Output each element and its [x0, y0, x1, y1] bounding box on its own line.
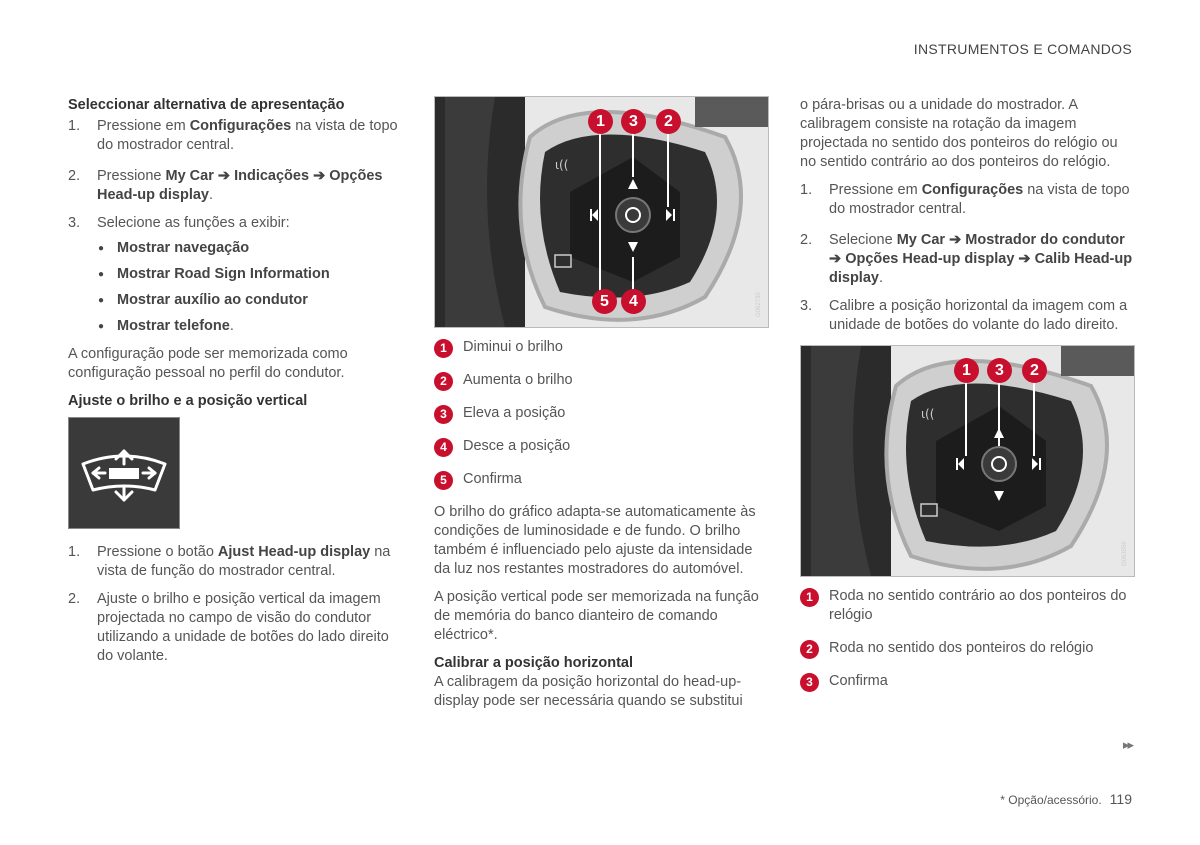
bullet-list	[97, 239, 398, 336]
legend-item	[800, 587, 1135, 625]
arrow-icon: ➔	[1014, 251, 1035, 267]
paragraph: O brilho do gráfico adapta-se automaticamente às condições de luminosidade e de fundo. O brilho também é influenciado pelo ajuste da intensidade da luz nos restantes mostradores do automóvel.	[434, 504, 756, 577]
callout-badge: 2	[434, 372, 453, 391]
step-text: .	[229, 318, 234, 334]
menu-path: Indicações	[234, 168, 310, 184]
list-item	[97, 317, 398, 336]
step-text: .	[878, 270, 883, 286]
heading-brightness: Ajuste o brilho e a posição vertical	[68, 393, 308, 409]
step-text: na vista de topo do mostrador central.	[829, 182, 1130, 217]
steering-wheel-calibration-figure	[800, 345, 1135, 577]
list-item	[97, 265, 398, 284]
list-item	[68, 167, 398, 205]
menu-path: Opções Head-up display	[845, 251, 1015, 267]
list-item	[800, 231, 1135, 288]
callout-marker: 1	[954, 358, 979, 383]
section-title: INSTRUMENTOS E COMANDOS	[913, 41, 1132, 57]
step-text: na vista de função do mostrador central.	[97, 544, 391, 579]
head-up-display-adjust-icon	[68, 417, 180, 529]
arrow-icon: ➔	[945, 232, 966, 248]
menu-path: Configurações	[921, 182, 1024, 198]
step-text: Pressione o botão	[97, 544, 218, 560]
svg-text:ι((: ι((	[921, 407, 935, 421]
callout-marker: 2	[1022, 358, 1047, 383]
option-label: Mostrar telefone	[117, 318, 230, 334]
menu-path: Mostrador do condutor	[965, 232, 1125, 248]
menu-path: Calib Head-up display	[829, 251, 1133, 286]
legend-text: Diminui o brilho	[463, 339, 563, 355]
legend-item	[800, 672, 1135, 691]
legend-item	[434, 371, 769, 390]
callout-marker: 2	[656, 109, 681, 134]
figure-code: G062730	[756, 292, 762, 317]
arrow-icon: ➔	[213, 168, 235, 184]
page-footer	[1000, 790, 1132, 810]
legend-item	[800, 639, 1135, 658]
paragraph: A calibragem da posição horizontal do head-up-display pode ser necessária quando se substitui	[434, 674, 743, 709]
legend-text: Confirma	[829, 673, 888, 689]
callout-badge: 1	[800, 588, 819, 607]
continue-arrow-icon: ▸▸	[1122, 737, 1132, 752]
menu-path: My Car	[896, 232, 946, 248]
callout-badge: 5	[434, 471, 453, 490]
column-1	[68, 96, 398, 675]
menu-path: Opções Head-up display	[97, 168, 383, 203]
legend-text: Desce a posição	[463, 438, 571, 454]
list-item	[800, 181, 1135, 219]
callout-badge: 3	[800, 673, 819, 692]
option-label: Mostrar Road Sign Information	[117, 266, 330, 282]
callout-marker: 5	[592, 289, 617, 314]
step-text: Pressione	[97, 168, 166, 184]
heading-calibrate: Calibrar a posição horizontal	[434, 655, 634, 671]
step-number: 2.	[68, 591, 81, 607]
steps-select-presentation	[68, 117, 398, 336]
list-item	[68, 214, 398, 336]
option-label: Mostrar navegação	[117, 240, 250, 256]
callout-marker: 3	[987, 358, 1012, 383]
step-text: Pressione em	[97, 118, 190, 134]
step-number: 2.	[68, 168, 81, 184]
step-number: 2.	[800, 232, 813, 248]
steps-calibrate	[800, 181, 1135, 335]
legend-item	[434, 437, 769, 456]
step-text: na vista de topo do mostrador central.	[97, 118, 398, 153]
step-text: Selecione	[829, 232, 897, 248]
legend-text: Eleva a posição	[463, 405, 566, 421]
step-text: Ajuste o brilho e posição vertical da imagem projectada no campo de visão do condutor utilizando a unidade de botões do lado direito do volante.	[97, 591, 389, 664]
list-item	[800, 297, 1135, 335]
step-number: 1.	[68, 544, 81, 560]
step-number: 3.	[68, 215, 81, 231]
callout-marker: 4	[621, 289, 646, 314]
legend-text: Confirma	[463, 471, 522, 487]
column-2	[434, 96, 769, 720]
menu-path: Configurações	[189, 118, 292, 134]
callout-badge: 2	[800, 640, 819, 659]
figure-code: G063956	[1122, 541, 1128, 566]
list-item	[97, 291, 398, 310]
option-label: Mostrar auxílio ao condutor	[117, 292, 308, 308]
svg-text:ι((: ι((	[555, 158, 569, 172]
step-text: .	[209, 187, 214, 203]
callout-badge: 3	[434, 405, 453, 424]
step-text: Calibre a posição horizontal da imagem com a unidade de botões do volante do lado direito.	[829, 298, 1128, 333]
arrow-icon: ➔	[309, 168, 330, 184]
callout-badge: 4	[434, 438, 453, 457]
list-item	[97, 239, 398, 258]
legend-text: Roda no sentido dos ponteiros do relógio	[829, 640, 1094, 656]
figure-legend	[800, 587, 1135, 691]
steering-wheel-controls-figure	[434, 96, 769, 328]
paragraph: A configuração pode ser memorizada como configuração pessoal no perfil do condutor.	[68, 346, 348, 381]
callout-marker: 1	[588, 109, 613, 134]
paragraph: A posição vertical pode ser memorizada na função de memória do banco dianteiro de comando eléctrico*.	[434, 589, 759, 643]
legend-text: Roda no sentido contrário ao dos ponteiros do relógio	[829, 588, 1127, 623]
list-item	[68, 543, 398, 581]
legend-text: Aumenta o brilho	[463, 372, 573, 388]
step-number: 1.	[68, 118, 81, 134]
step-text: Selecione as funções a exibir:	[97, 215, 290, 231]
footnote: * Opção/acessório.	[1000, 793, 1102, 807]
list-item	[68, 590, 398, 666]
column-3	[800, 96, 1135, 705]
step-text: Pressione em	[829, 182, 922, 198]
paragraph: o pára-brisas ou a unidade do mostrador. A calibragem consiste na rotação da imagem projectada no sentido dos ponteiros do relógio ou no sentido contrário ao dos ponteiros do relógio.	[800, 97, 1118, 170]
callout-badge: 1	[434, 339, 453, 358]
step-number: 1.	[800, 182, 813, 198]
legend-item	[434, 338, 769, 357]
list-item	[68, 117, 398, 155]
menu-path: My Car	[165, 168, 214, 184]
steps-brightness	[68, 543, 398, 666]
callout-marker: 3	[621, 109, 646, 134]
page-number: 119	[1109, 791, 1132, 807]
arrow-icon: ➔	[829, 251, 846, 267]
step-number: 3.	[800, 298, 813, 314]
legend-item	[434, 404, 769, 423]
menu-path: Ajust Head-up display	[217, 544, 371, 560]
figure-legend	[434, 338, 769, 489]
heading-select-presentation: Seleccionar alternativa de apresentação	[68, 97, 345, 113]
legend-item	[434, 470, 769, 489]
